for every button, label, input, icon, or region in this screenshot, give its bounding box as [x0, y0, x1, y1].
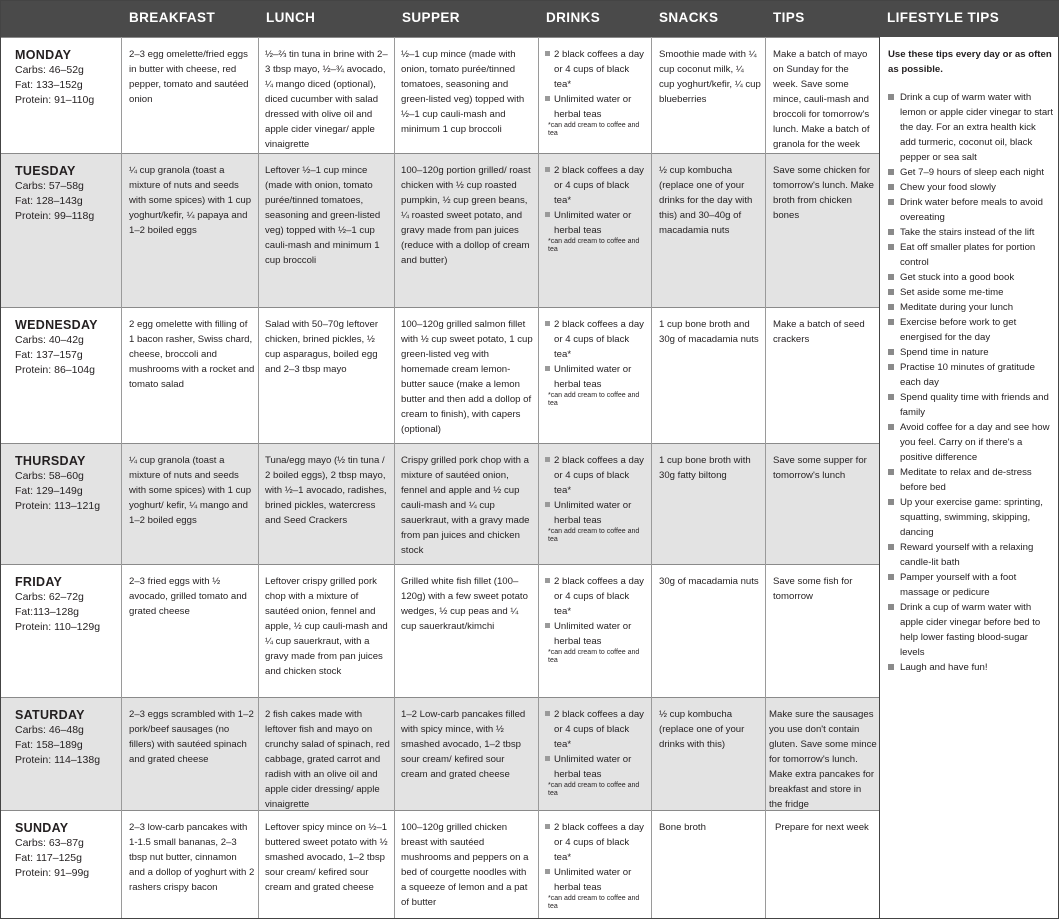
lifestyle-item: Drink a cup of warm water with lemon or apple cider vinegar to start the day. For an extra health kick add turmeric, coconut oil, black pepper or sea salt [888, 90, 1054, 165]
column-divider [538, 37, 539, 918]
drinks-cell [544, 308, 648, 408]
supper-cell: 100–120g grilled salmon fillet with ½ cup sweet potato, 1 cup green-listed veg with homemade cream lemon-butter sauce (make a lemon butter and then add a dollop of cream to finish), with capers (optional) [401, 319, 533, 435]
drinks-cell [544, 154, 648, 254]
supper-cell: 100–120g grilled chicken breast with sautéed mushrooms and peppers on a bed of courgette noodles with a squeeze of lemon and a pat of butter [401, 822, 529, 908]
carbs: Carbs: 57–58g [15, 180, 84, 192]
column-divider [394, 37, 395, 918]
day-info [15, 811, 119, 881]
lunch-cell: Salad with 50–70g leftover chicken, brined pickles, ½ cup asparagus, boiled egg and 2–3 tbsp mayo [265, 319, 379, 375]
tips-cell: Make a batch of seed crackers [773, 319, 865, 345]
day-info [15, 444, 119, 514]
drinks-cell [544, 444, 648, 544]
protein: Protein: 113–121g [15, 500, 101, 512]
header-tips: TIPS [773, 10, 805, 25]
tips-cell: Save some supper for tomorrow's lunch [773, 455, 867, 481]
lunch-cell: 2 fish cakes made with leftover fish and mayo on crunchy salad of spinach, red cabbage, grated carrot and radish with an olive oil and apple cider dressing/ apple vinaigrette [265, 709, 390, 810]
drink-item: 2 black coffees a day or 4 cups of black tea* [544, 820, 648, 865]
drink-item: Unlimited water or herbal teas [544, 498, 648, 528]
column-divider [121, 37, 122, 918]
header-supper: SUPPER [402, 10, 460, 25]
protein: Protein: 91–110g [15, 94, 95, 106]
tips-cell: Make sure the sausages you use don't contain gluten. Save some mince for tomorrow's lunch. Make extra pancakes for breakfast and store in the fridge [769, 709, 877, 810]
lifestyle-item: Laugh and have fun! [888, 660, 1054, 675]
day-row-monday [1, 37, 879, 153]
day-name: WEDNESDAY [15, 318, 98, 332]
header-lifestyle-tips: LIFESTYLE TIPS [887, 10, 1000, 25]
lifestyle-item: Drink water before meals to avoid overeating [888, 195, 1054, 225]
lifestyle-item: Meditate to relax and de-stress before bed [888, 465, 1054, 495]
carbs: Carbs: 46–52g [15, 64, 84, 76]
protein: Protein: 110–129g [15, 621, 101, 633]
lifestyle-item: Meditate during your lunch [888, 300, 1054, 315]
day-info [15, 38, 119, 108]
lifestyle-item: Exercise before work to get energised for the day [888, 315, 1054, 345]
tips-cell: Prepare for next week [775, 822, 869, 833]
header-lunch: LUNCH [266, 10, 316, 25]
fat: Fat: 129–149g [15, 485, 83, 497]
fat: Fat: 117–125g [15, 852, 82, 864]
day-info [15, 308, 119, 378]
lifestyle-item: Up your exercise game: sprinting, squatting, swimming, skipping, dancing [888, 495, 1054, 540]
supper-cell: ½–1 cup mince (made with onion, tomato purée/tinned tomatoes, seasoning and green-listed veg) topped with ½–1 cup cauli-mash and minimum 1 cup broccoli [401, 49, 525, 135]
tips-cell: Save some chicken for tomorrow's lunch. Make broth from chicken bones [773, 165, 875, 221]
column-divider [258, 37, 259, 918]
day-name: THURSDAY [15, 454, 86, 468]
breakfast-cell: 2–3 low-carb pancakes with 1-1.5 small bananas, 2–3 tbsp nut butter, cinnamon and a dollop of yoghurt with 2 rashers crispy bacon [129, 822, 255, 893]
drink-note: *can add cream to coffee and tea [548, 782, 640, 797]
fat: Fat:113–128g [15, 606, 80, 618]
snacks-cell: ½ cup kombucha (replace one of your drinks for the day with this) and 30–40g of macadamia nuts [659, 165, 753, 236]
carbs: Carbs: 63–87g [15, 837, 84, 849]
snacks-cell: 30g of macadamia nuts [659, 576, 759, 587]
day-name: TUESDAY [15, 164, 76, 178]
carbs: Carbs: 62–72g [15, 591, 84, 603]
day-row-friday [1, 564, 879, 697]
drink-item: 2 black coffees a day or 4 cups of black tea* [544, 317, 648, 362]
day-row-tuesday [1, 153, 879, 307]
breakfast-cell: ¼ cup granola (toast a mixture of nuts and seeds with some spices) with 1 cup yoghurt/ kefir, ¼ mango and 1–2 boiled eggs [129, 455, 252, 526]
lunch-cell: Leftover ½–1 cup mince (made with onion, tomato purée/tinned tomatoes, seasoning and green-listed veg) topped with ½–1 cup cauli-mash and minimum 1 cup broccoli [265, 165, 381, 266]
lifestyle-item: Drink a cup of warm water with apple cider vinegar before bed to help lower fasting blood-sugar levels [888, 600, 1054, 660]
header-row [1, 1, 1059, 37]
tips-cell: Save some fish for tomorrow [773, 576, 853, 602]
lifestyle-item: Take the stairs instead of the lift [888, 225, 1054, 240]
lunch-cell: Leftover crispy grilled pork chop with a mixture of sautéed onion, fennel and apple, ½ cup cauli-mash and ¼ cup sauerkraut, with a gravy made from pan juices and chicken stock [265, 576, 388, 677]
breakfast-cell: 2–3 egg omelette/fried eggs in butter with cheese, red pepper, tomato and sautéed onion [129, 49, 249, 105]
fat: Fat: 128–143g [15, 195, 83, 207]
drink-item: 2 black coffees a day or 4 cups of black tea* [544, 163, 648, 208]
day-row-thursday [1, 443, 879, 564]
protein: Protein: 99–118g [15, 210, 95, 222]
column-divider [651, 37, 652, 918]
breakfast-cell: 2–3 eggs scrambled with 1–2 pork/beef sausages (no fillers) with sautéed spinach and grated cheese [129, 709, 254, 765]
drink-note: *can add cream to coffee and tea [548, 895, 640, 910]
lifestyle-intro: Use these tips every day or as often as possible. [888, 49, 1052, 75]
header-snacks: SNACKS [659, 10, 719, 25]
lifestyle-item: Set aside some me-time [888, 285, 1054, 300]
carbs: Carbs: 40–42g [15, 334, 84, 346]
breakfast-cell: 2 egg omelette with filling of 1 bacon rasher, Swiss chard, cheese, broccoli and mushrooms with a rocket and tomato salad [129, 319, 255, 390]
snacks-cell: ½ cup kombucha (replace one of your drinks with this) [659, 709, 745, 750]
fat: Fat: 158–189g [15, 739, 83, 751]
drink-item: Unlimited water or herbal teas [544, 362, 648, 392]
drink-item: Unlimited water or herbal teas [544, 208, 648, 238]
drink-item: 2 black coffees a day or 4 cups of black tea* [544, 707, 648, 752]
protein: Protein: 114–138g [15, 754, 101, 766]
fat: Fat: 133–152g [15, 79, 83, 91]
day-row-sunday [1, 810, 879, 919]
lifestyle-tips-panel [880, 37, 1059, 675]
snacks-cell: Smoothie made with ¼ cup coconut milk, ¼ cup yoghurt/kefir, ¼ cup blueberries [659, 49, 761, 105]
day-info [15, 154, 119, 224]
breakfast-cell: 2–3 fried eggs with ½ avocado, grilled tomato and grated cheese [129, 576, 247, 617]
supper-cell: Crispy grilled pork chop with a mixture of sautéed onion, fennel and apple and ½ cup cauli-mash and ¼ cup sauerkraut, with a gravy made from pan juices and chicken stock [401, 455, 530, 556]
drink-note: *can add cream to coffee and tea [548, 649, 640, 664]
supper-cell: Grilled white fish fillet (100–120g) with a few sweet potato wedges, ½ cup peas and ¼ cup sauerkraut/kimchi [401, 576, 528, 632]
header-breakfast: BREAKFAST [129, 10, 216, 25]
day-name: SUNDAY [15, 821, 69, 835]
header-drinks: DRINKS [546, 10, 601, 25]
snacks-cell: 1 cup bone broth with 30g fatty biltong [659, 455, 751, 481]
lifestyle-item: Chew your food slowly [888, 180, 1054, 195]
lifestyle-item: Reward yourself with a relaxing candle-lit bath [888, 540, 1054, 570]
fat: Fat: 137–157g [15, 349, 83, 361]
drinks-cell [544, 698, 648, 798]
lunch-cell: Tuna/egg mayo (½ tin tuna / 2 boiled eggs), 2 tbsp mayo, with ½–1 avocado, radishes, brined pickles, watercress and Seed Crackers [265, 455, 387, 526]
supper-cell: 1–2 Low-carb pancakes filled with spicy mince, with ½ smashed avocado, 1–2 tbsp sour cream/ kefired sour cream and grated cheese [401, 709, 526, 780]
lifestyle-item: Spend quality time with friends and family [888, 390, 1054, 420]
day-name: FRIDAY [15, 575, 63, 589]
drinks-cell [544, 38, 648, 138]
lifestyle-item: Get 7–9 hours of sleep each night [888, 165, 1054, 180]
lifestyle-item: Pamper yourself with a foot massage or pedicure [888, 570, 1054, 600]
drink-item: Unlimited water or herbal teas [544, 865, 648, 895]
carbs: Carbs: 58–60g [15, 470, 84, 482]
day-name: MONDAY [15, 48, 72, 62]
lifestyle-item: Practise 10 minutes of gratitude each day [888, 360, 1054, 390]
drink-note: *can add cream to coffee and tea [548, 528, 640, 543]
lifestyle-item: Avoid coffee for a day and see how you feel. Carry on if there's a positive difference [888, 420, 1054, 465]
day-info [15, 698, 119, 768]
day-name: SATURDAY [15, 708, 85, 722]
tips-cell: Make a batch of mayo on Sunday for the week. Save some mince, cauli-mash and broccoli for tomorrow's lunch. Make a batch of granola for the week [773, 49, 870, 150]
day-row-saturday [1, 697, 879, 810]
drinks-cell [544, 811, 648, 911]
drink-item: Unlimited water or herbal teas [544, 752, 648, 782]
lifestyle-item: Spend time in nature [888, 345, 1054, 360]
protein: Protein: 86–104g [15, 364, 95, 376]
drink-item: Unlimited water or herbal teas [544, 92, 648, 122]
column-divider [765, 37, 766, 918]
breakfast-cell: ¼ cup granola (toast a mixture of nuts and seeds with some spices) with 1 cup yoghurt/kefir, ¼ papaya and 1–2 boiled eggs [129, 165, 252, 236]
drink-item: 2 black coffees a day or 4 cups of black tea* [544, 574, 648, 619]
carbs: Carbs: 46–48g [15, 724, 84, 736]
drink-note: *can add cream to coffee and tea [548, 238, 640, 253]
drink-item: 2 black coffees a day or 4 cups of black tea* [544, 47, 648, 92]
drinks-cell [544, 565, 648, 665]
day-info [15, 565, 119, 635]
snacks-cell: Bone broth [659, 822, 706, 833]
drink-item: 2 black coffees a day or 4 cups of black tea* [544, 453, 648, 498]
lunch-cell: ½–⅔ tin tuna in brine with 2–3 tbsp mayo, ½–¾ avocado, ¼ mango diced (optional), diced cucumber with salad dressed with olive oil and apple cider vinegar/ apple vinaigrette [265, 49, 388, 150]
drink-note: *can add cream to coffee and tea [548, 122, 640, 137]
lunch-cell: Leftover spicy mince on ½–1 buttered sweet potato with ½ smashed avocado, 1–2 tbsp sour cream/ kefired sour cream and grated cheese [265, 822, 388, 893]
lifestyle-item: Eat off smaller plates for portion control [888, 240, 1054, 270]
lifestyle-item: Get stuck into a good book [888, 270, 1054, 285]
drink-item: Unlimited water or herbal teas [544, 619, 648, 649]
protein: Protein: 91–99g [15, 867, 90, 879]
supper-cell: 100–120g portion grilled/ roast chicken with ½ cup roasted pumpkin, ½ cup green beans, ¼ roasted sweet potato, and gravy made from pan juices (reduce with a dollop of cream and butter) [401, 165, 531, 266]
day-row-wednesday [1, 307, 879, 443]
drink-note: *can add cream to coffee and tea [548, 392, 640, 407]
snacks-cell: 1 cup bone broth and 30g of macadamia nuts [659, 319, 759, 345]
